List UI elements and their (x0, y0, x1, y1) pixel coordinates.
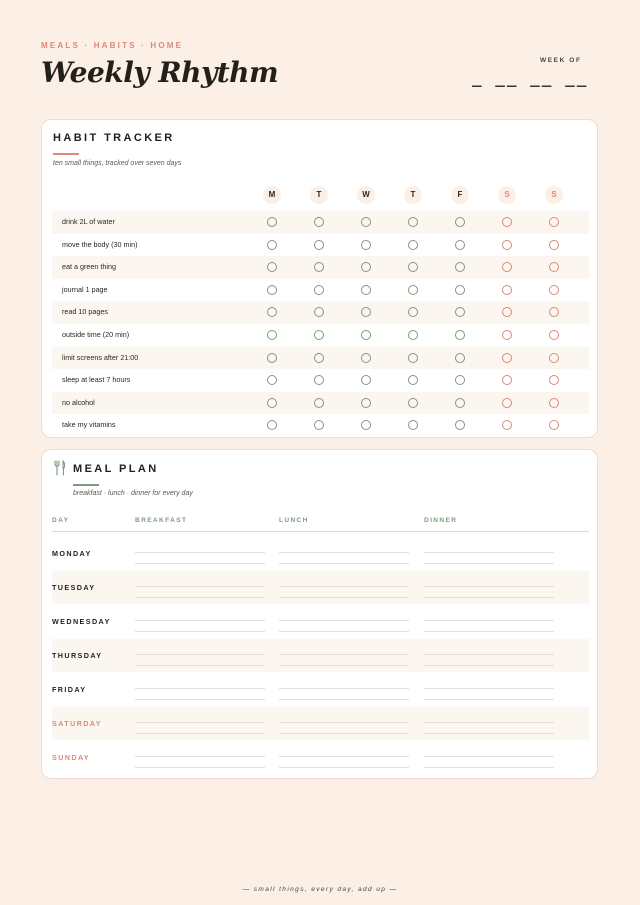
meal-plan-subtitle: breakfast · lunch · dinner for every day (73, 490, 193, 497)
habit-checkbox[interactable] (502, 240, 512, 250)
habit-checkbox[interactable] (502, 262, 512, 272)
meal-day-label: SATURDAY (52, 719, 102, 728)
habit-checkbox[interactable] (408, 420, 418, 430)
dinner-write-line[interactable] (424, 756, 554, 757)
habit-row (52, 347, 589, 370)
meal-col-dinner: DINNER (424, 517, 458, 524)
breakfast-write-line[interactable] (135, 688, 265, 689)
habit-checkbox[interactable] (549, 262, 559, 272)
habit-checkbox[interactable] (267, 420, 277, 430)
habit-checkbox[interactable] (361, 217, 371, 227)
habit-checkbox[interactable] (549, 353, 559, 363)
lunch-write-line[interactable] (279, 699, 409, 700)
habit-tracker-subtitle: ten small things, tracked over seven days (53, 160, 182, 167)
habit-row (52, 279, 589, 302)
habit-checkbox[interactable] (502, 420, 512, 430)
week-of-blank[interactable]: _ __ __ __ (472, 68, 589, 87)
habit-checkbox[interactable] (502, 330, 512, 340)
habit-checkbox[interactable] (408, 375, 418, 385)
habit-name: sleep at least 7 hours (62, 375, 131, 385)
meal-plan-card (41, 449, 598, 779)
dinner-write-line[interactable] (424, 688, 554, 689)
meal-accent-bar (73, 484, 99, 486)
dinner-write-line[interactable] (424, 699, 554, 700)
habit-checkbox[interactable] (314, 420, 324, 430)
habit-row (52, 324, 589, 347)
meal-day-label: TUESDAY (52, 583, 96, 592)
habit-checkbox[interactable] (361, 330, 371, 340)
lunch-write-line[interactable] (279, 597, 409, 598)
day-header: M (263, 186, 281, 204)
habit-row (52, 256, 589, 279)
habit-name: take my vitamins (62, 420, 116, 430)
habit-checkbox[interactable] (267, 262, 277, 272)
habit-checkbox[interactable] (502, 217, 512, 227)
breakfast-write-line[interactable] (135, 654, 265, 655)
breakfast-write-line[interactable] (135, 631, 265, 632)
habit-checkbox[interactable] (455, 330, 465, 340)
lunch-write-line[interactable] (279, 631, 409, 632)
breakfast-write-line[interactable] (135, 733, 265, 734)
day-header: S (498, 186, 516, 204)
habit-checkbox[interactable] (408, 330, 418, 340)
habit-checkbox[interactable] (549, 330, 559, 340)
habit-checkbox[interactable] (361, 285, 371, 295)
lunch-write-line[interactable] (279, 654, 409, 655)
habit-row (52, 211, 589, 234)
week-of-label: WEEK OF (540, 57, 582, 64)
eyebrow: MEALS · HABITS · HOME (41, 41, 184, 50)
habit-name: eat a green thing (62, 262, 116, 272)
habit-checkbox[interactable] (314, 330, 324, 340)
habit-checkbox[interactable] (549, 420, 559, 430)
habit-checkbox[interactable] (408, 285, 418, 295)
habit-checkbox[interactable] (314, 262, 324, 272)
dinner-write-line[interactable] (424, 563, 554, 564)
habit-checkbox[interactable] (455, 375, 465, 385)
meal-row (52, 673, 589, 706)
meal-plan-title: MEAL PLAN (73, 463, 159, 475)
breakfast-write-line[interactable] (135, 563, 265, 564)
breakfast-write-line[interactable] (135, 756, 265, 757)
habit-checkbox[interactable] (502, 353, 512, 363)
lunch-write-line[interactable] (279, 665, 409, 666)
day-header: T (404, 186, 422, 204)
breakfast-write-line[interactable] (135, 665, 265, 666)
habit-name: journal 1 page (62, 284, 108, 294)
habit-checkbox[interactable] (549, 307, 559, 317)
meal-col-lunch: LUNCH (279, 517, 309, 524)
habit-checkbox[interactable] (361, 375, 371, 385)
habit-checkbox[interactable] (314, 353, 324, 363)
meal-day-label: WEDNESDAY (52, 617, 111, 626)
dinner-write-line[interactable] (424, 654, 554, 655)
habit-name: read 10 pages (62, 307, 108, 317)
habit-checkbox[interactable] (408, 240, 418, 250)
habit-checkbox[interactable] (408, 307, 418, 317)
lunch-write-line[interactable] (279, 722, 409, 723)
dinner-write-line[interactable] (424, 631, 554, 632)
meal-row (52, 639, 589, 672)
habit-checkbox[interactable] (502, 375, 512, 385)
lunch-write-line[interactable] (279, 767, 409, 768)
meal-day-label: FRIDAY (52, 685, 87, 694)
habit-checkbox[interactable] (549, 285, 559, 295)
habit-checkbox[interactable] (267, 398, 277, 408)
dinner-write-line[interactable] (424, 767, 554, 768)
habit-tracker-card (41, 119, 598, 438)
meal-col-breakfast: BREAKFAST (135, 517, 188, 524)
dinner-write-line[interactable] (424, 586, 554, 587)
habit-checkbox[interactable] (267, 330, 277, 340)
meal-day-label: THURSDAY (52, 651, 103, 660)
habit-row (52, 369, 589, 392)
meal-col-day: DAY (52, 517, 70, 524)
lunch-write-line[interactable] (279, 586, 409, 587)
habit-row (52, 414, 589, 437)
habit-checkbox[interactable] (502, 307, 512, 317)
day-header: S (545, 186, 563, 204)
breakfast-write-line[interactable] (135, 620, 265, 621)
habit-checkbox[interactable] (267, 307, 277, 317)
habit-checkbox[interactable] (314, 375, 324, 385)
habit-checkbox[interactable] (314, 398, 324, 408)
habit-checkbox[interactable] (455, 307, 465, 317)
meal-row (52, 571, 589, 604)
habit-checkbox[interactable] (267, 217, 277, 227)
habit-row (52, 392, 589, 415)
habit-checkbox[interactable] (502, 398, 512, 408)
habit-checkbox[interactable] (361, 240, 371, 250)
dinner-write-line[interactable] (424, 733, 554, 734)
habit-checkbox[interactable] (455, 262, 465, 272)
dinner-write-line[interactable] (424, 665, 554, 666)
habit-checkbox[interactable] (549, 398, 559, 408)
habit-name: outside time (20 min) (62, 330, 130, 339)
meal-row (52, 741, 589, 774)
habit-tracker-title: HABIT TRACKER (53, 132, 175, 144)
lunch-write-line[interactable] (279, 552, 409, 553)
habit-checkbox[interactable] (408, 398, 418, 408)
habit-name: limit screens after 21:00 (62, 352, 139, 362)
meal-day-label: MONDAY (52, 549, 92, 558)
lunch-write-line[interactable] (279, 688, 409, 689)
habit-checkbox[interactable] (455, 398, 465, 408)
habit-checkbox[interactable] (455, 240, 465, 250)
dinner-write-line[interactable] (424, 722, 554, 723)
habit-checkbox[interactable] (408, 262, 418, 272)
habit-checkbox[interactable] (267, 240, 277, 250)
meal-row (52, 707, 589, 740)
fork-knife-icon (53, 460, 67, 476)
breakfast-write-line[interactable] (135, 597, 265, 598)
lunch-write-line[interactable] (279, 733, 409, 734)
habit-checkbox[interactable] (314, 240, 324, 250)
habit-row (52, 234, 589, 257)
habit-checkbox[interactable] (361, 398, 371, 408)
breakfast-write-line[interactable] (135, 699, 265, 700)
breakfast-write-line[interactable] (135, 767, 265, 768)
habit-checkbox[interactable] (408, 353, 418, 363)
lunch-write-line[interactable] (279, 563, 409, 564)
habit-checkbox[interactable] (361, 353, 371, 363)
breakfast-write-line[interactable] (135, 722, 265, 723)
habit-checkbox[interactable] (267, 285, 277, 295)
habit-checkbox[interactable] (361, 420, 371, 430)
habit-checkbox[interactable] (549, 217, 559, 227)
meal-row (52, 537, 589, 570)
lunch-write-line[interactable] (279, 620, 409, 621)
habit-checkbox[interactable] (455, 353, 465, 363)
habit-name: move the body (30 min) (62, 239, 138, 249)
dinner-write-line[interactable] (424, 597, 554, 598)
habit-checkbox[interactable] (455, 285, 465, 295)
breakfast-write-line[interactable] (135, 552, 265, 553)
habit-checkbox[interactable] (549, 375, 559, 385)
habit-checkbox[interactable] (549, 240, 559, 250)
habit-checkbox[interactable] (314, 217, 324, 227)
dinner-write-line[interactable] (424, 620, 554, 621)
dinner-write-line[interactable] (424, 552, 554, 553)
meal-row (52, 605, 589, 638)
habit-checkbox[interactable] (314, 285, 324, 295)
footer-tagline: — small things, every day, add up — (242, 886, 398, 893)
habit-row (52, 301, 589, 324)
meal-day-label: SUNDAY (52, 753, 91, 762)
habit-checkbox[interactable] (361, 307, 371, 317)
habit-checkbox[interactable] (455, 217, 465, 227)
day-header: F (451, 186, 469, 204)
page-title: Weekly Rhythm (41, 56, 279, 89)
habit-checkbox[interactable] (361, 262, 371, 272)
lunch-write-line[interactable] (279, 756, 409, 757)
day-header: W (357, 186, 375, 204)
habit-checkbox[interactable] (502, 285, 512, 295)
habit-checkbox[interactable] (408, 217, 418, 227)
habit-checkbox[interactable] (314, 307, 324, 317)
meal-header-divider (52, 531, 589, 532)
day-header: T (310, 186, 328, 204)
habit-checkbox[interactable] (267, 353, 277, 363)
habit-accent-bar (53, 153, 79, 155)
habit-checkbox[interactable] (267, 375, 277, 385)
habit-name: drink 2L of water (62, 217, 115, 226)
habit-name: no alcohol (62, 397, 95, 407)
habit-checkbox[interactable] (455, 420, 465, 430)
breakfast-write-line[interactable] (135, 586, 265, 587)
